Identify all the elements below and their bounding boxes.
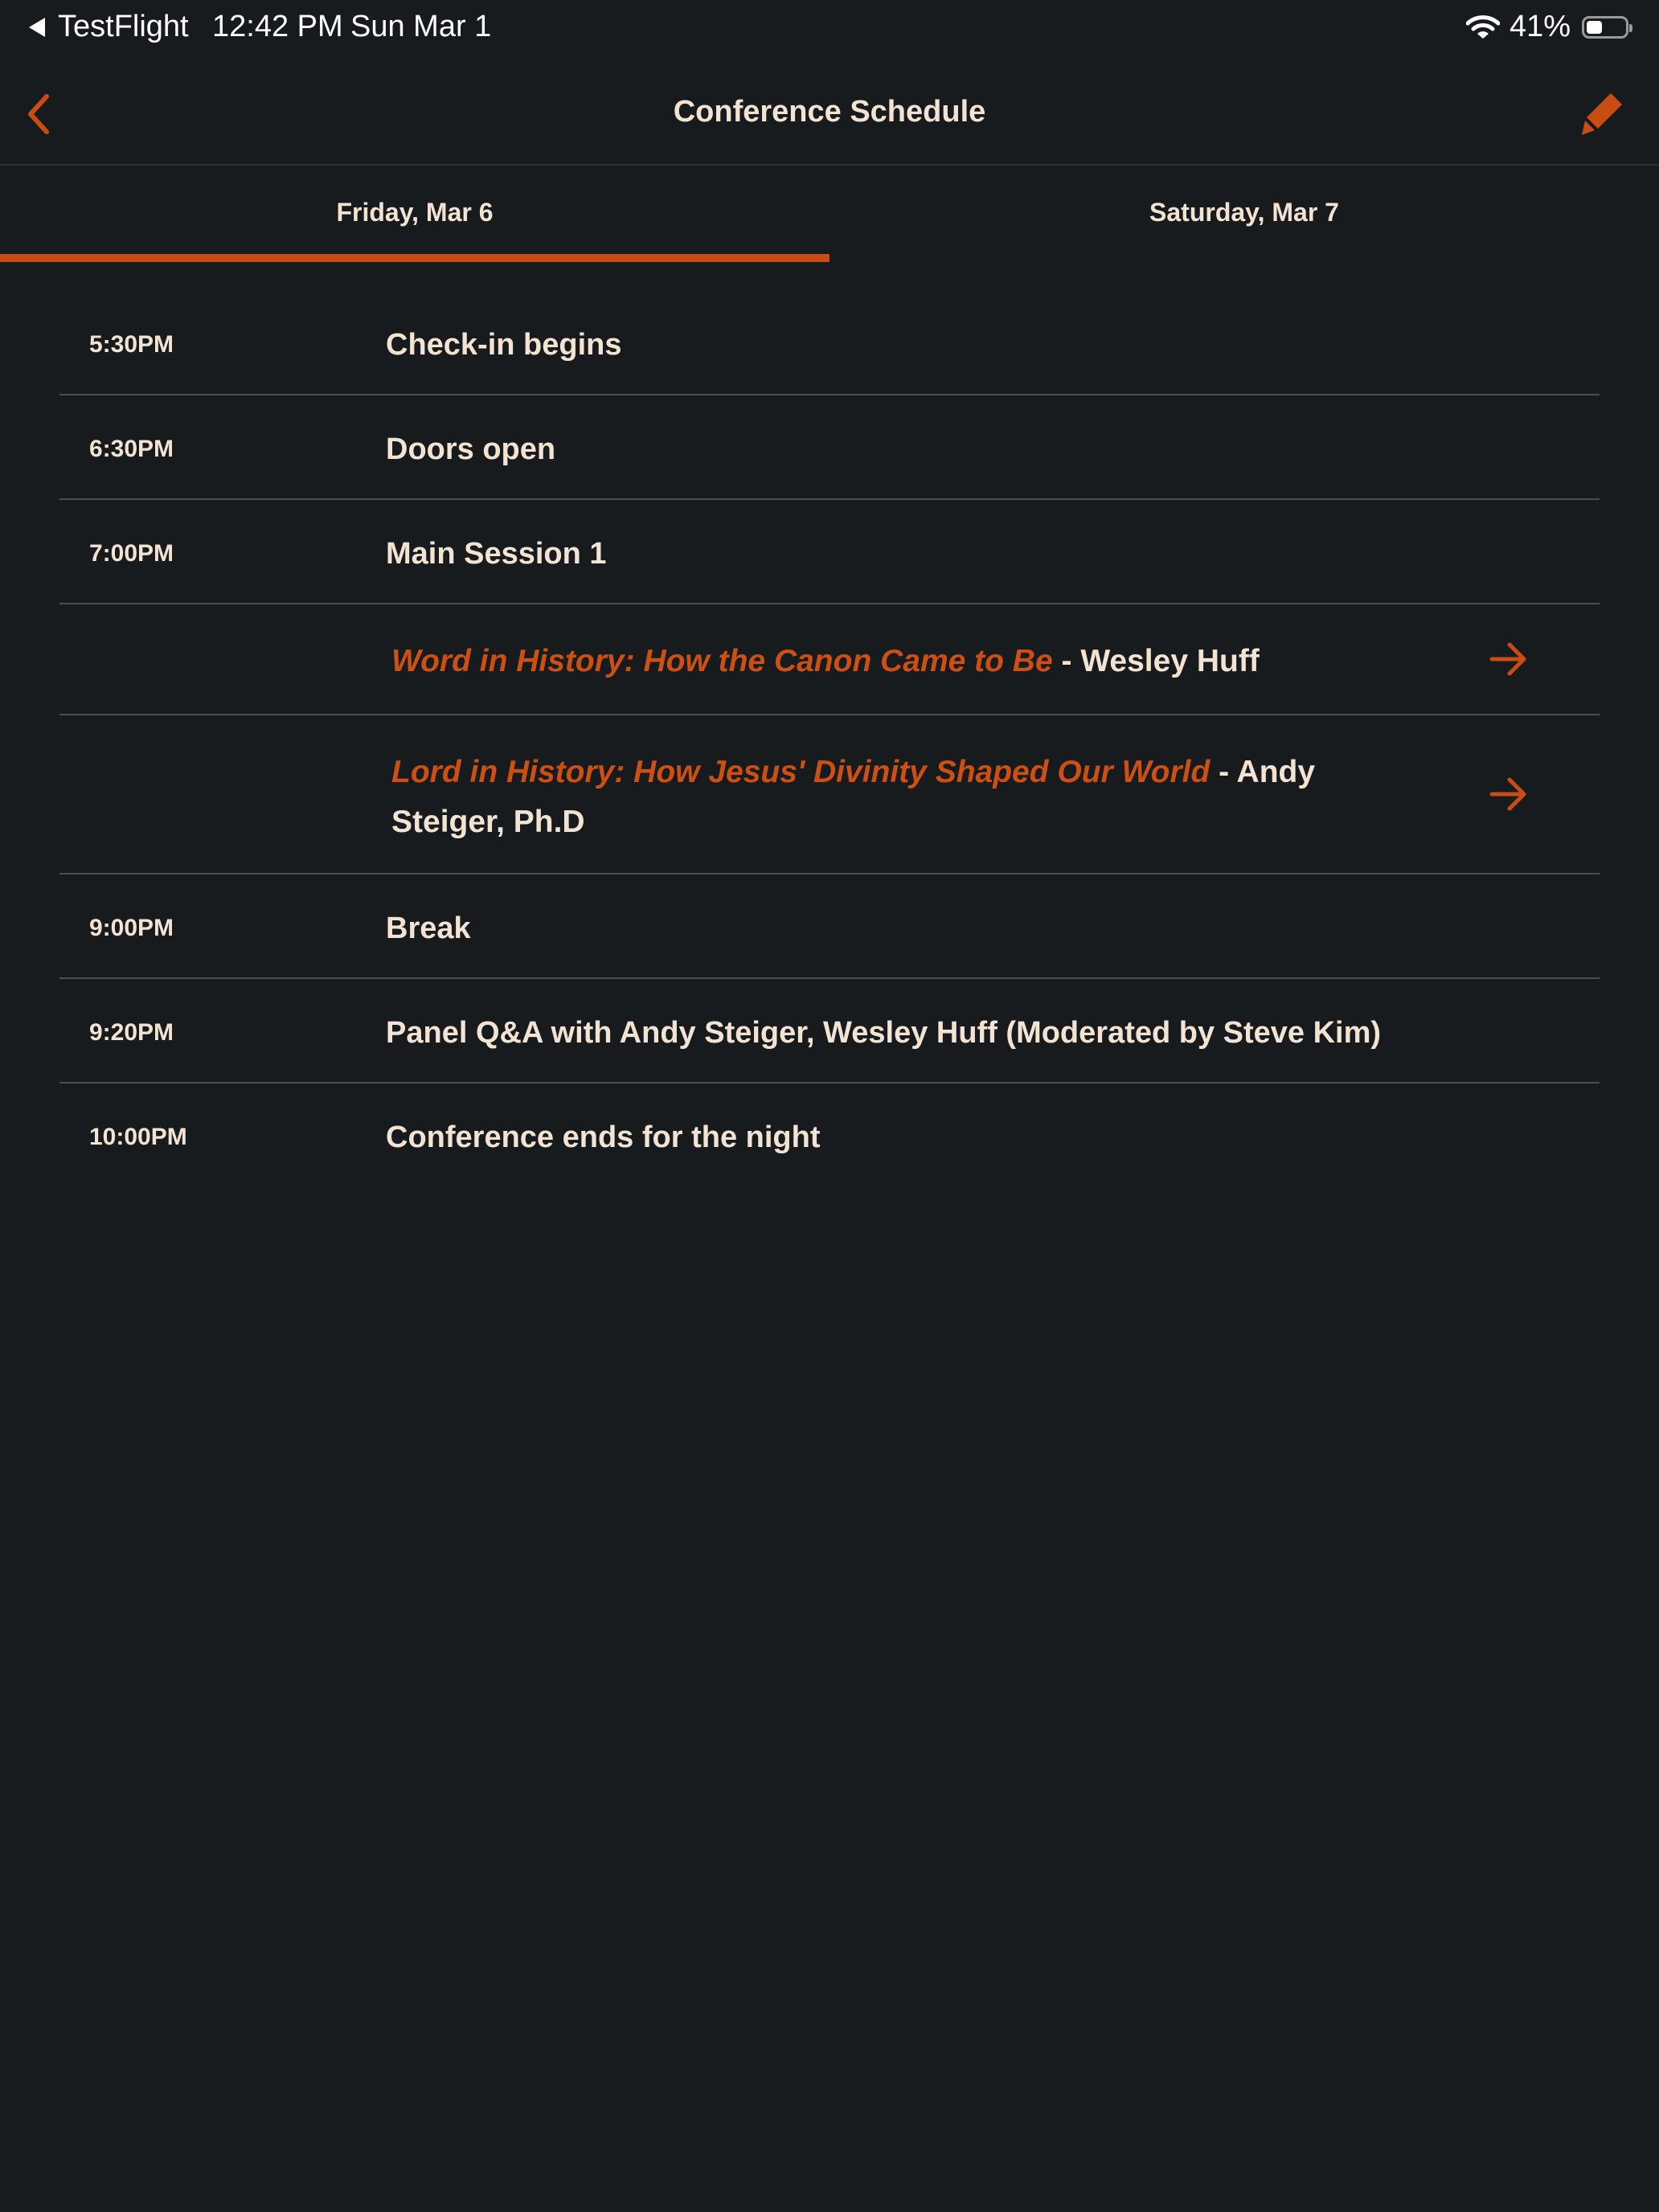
session-talk-row[interactable] [59, 715, 1600, 875]
schedule-list [59, 291, 1600, 1188]
tab-friday[interactable]: Friday, Mar 6 [0, 166, 830, 262]
battery-icon [1582, 16, 1628, 39]
row-title: Panel Q&A with Andy Steiger, Wesley Huff (Moderated by Steve Kim) [386, 1016, 1382, 1050]
day-tabs [0, 166, 1659, 262]
row-title: Main Session 1 [386, 537, 607, 571]
schedule-row [59, 979, 1600, 1083]
page-title: Conference Schedule [673, 95, 986, 129]
back-to-app-button[interactable] [29, 10, 189, 44]
row-time: 10:00PM [89, 1124, 187, 1150]
session-talk-row[interactable] [59, 604, 1600, 715]
status-bar [0, 0, 1659, 64]
schedule-row [59, 291, 1600, 395]
row-time: 7:00PM [89, 540, 174, 567]
row-title: Break [386, 911, 471, 945]
row-title: Check-in begins [386, 328, 622, 362]
status-date: Sun Mar 1 [350, 10, 492, 43]
talk-text [391, 637, 1404, 686]
schedule-row [59, 395, 1600, 500]
wifi-icon [1466, 14, 1500, 40]
back-triangle-icon [29, 18, 45, 37]
row-time: 6:30PM [89, 436, 174, 462]
schedule-row [59, 1083, 1600, 1188]
battery-fill [1587, 21, 1602, 34]
status-indicators [1466, 10, 1628, 44]
schedule-row [59, 500, 1600, 604]
row-time: 5:30PM [89, 331, 174, 358]
row-title: Conference ends for the night [386, 1120, 821, 1154]
arrow-right-icon[interactable] [1489, 776, 1529, 812]
battery-percent: 41% [1509, 10, 1571, 43]
back-app-label: TestFlight [58, 10, 189, 43]
talk-title: Word in History: How the Canon Came to Be [391, 644, 1053, 678]
talk-speaker: - Wesley Huff [1052, 644, 1260, 678]
row-time: 9:00PM [89, 915, 174, 941]
pencil-icon[interactable] [1580, 90, 1625, 138]
talk-text [391, 748, 1404, 847]
tab-saturday[interactable]: Saturday, Mar 7 [1149, 198, 1339, 227]
navigation-bar [0, 64, 1659, 166]
talk-title: Lord in History: How Jesus' Divinity Shaped Our World [391, 755, 1210, 789]
row-time: 9:20PM [89, 1019, 174, 1046]
talk-speaker: - Andy Steiger, Ph.D [391, 755, 1316, 839]
status-time: 12:42 PM [212, 10, 343, 43]
row-title: Doors open [386, 432, 556, 466]
arrow-right-icon[interactable] [1489, 641, 1529, 677]
battery-nub [1629, 24, 1632, 32]
schedule-row [59, 875, 1600, 979]
